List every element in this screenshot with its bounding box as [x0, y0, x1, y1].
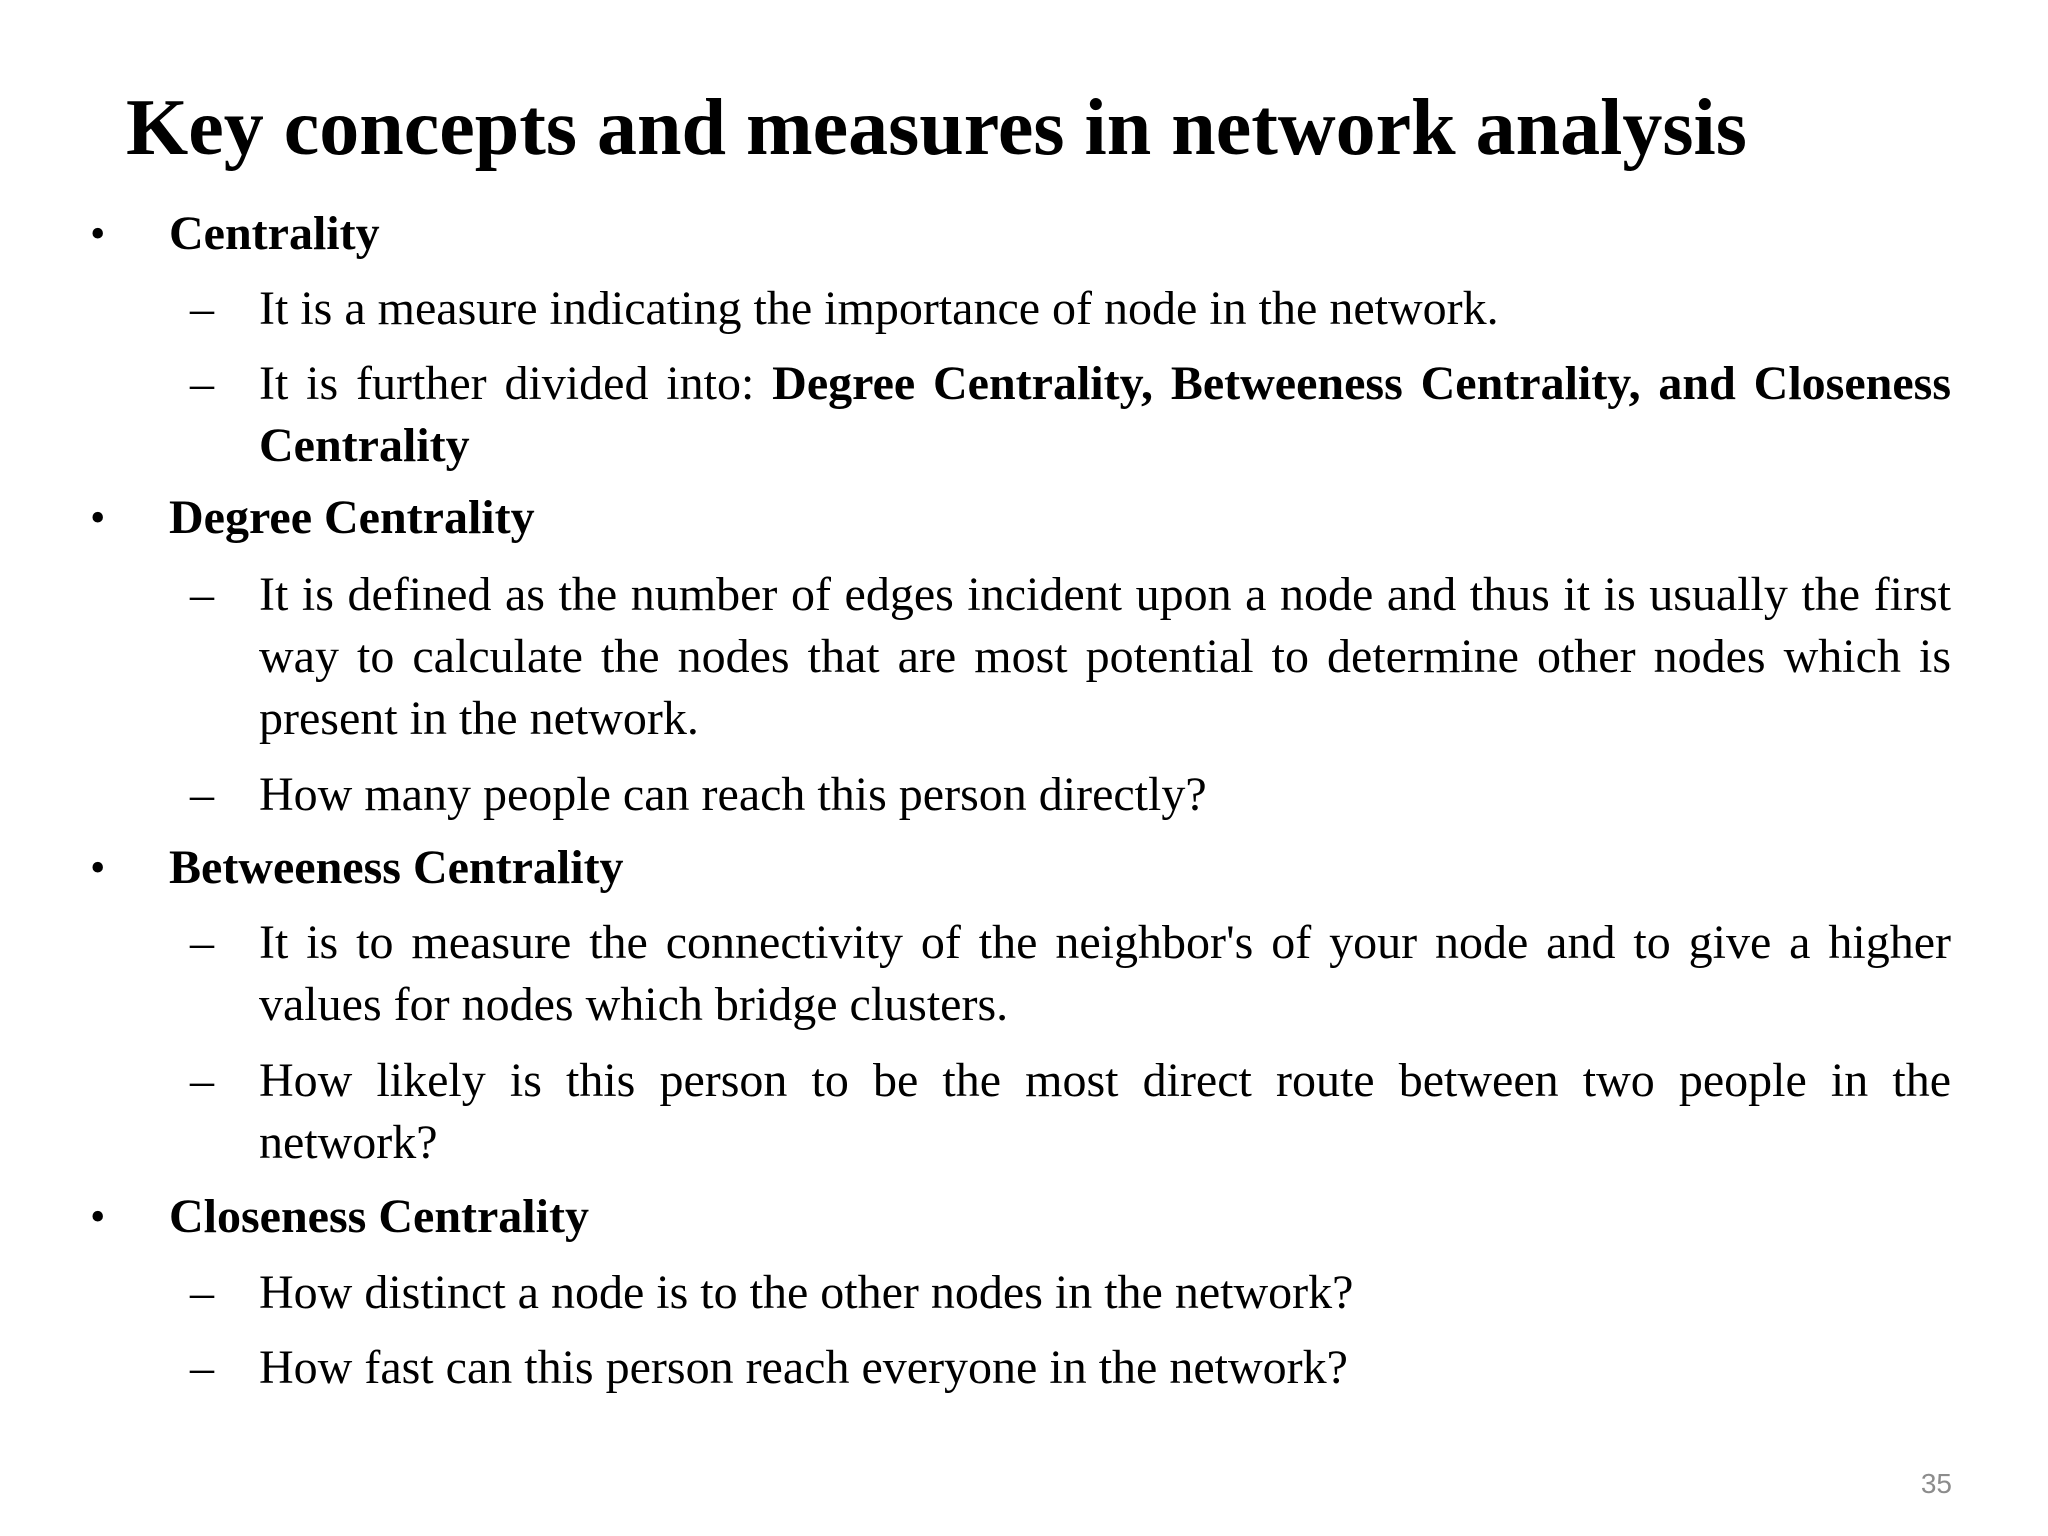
bullet-marker: • — [90, 1192, 106, 1241]
dash-marker: – — [190, 282, 214, 335]
section-heading-betweeness-centrality: Betweeness Centrality — [169, 841, 624, 894]
slide-title: Key concepts and measures in network analysis — [126, 84, 1747, 172]
closeness-centrality-question-2: How fast can this person reach everyone in the network? — [259, 1341, 1348, 1394]
bullet-marker: • — [90, 209, 106, 258]
section-heading-closeness-centrality: Closeness Centrality — [169, 1190, 589, 1243]
centrality-subtypes-list: Degree Centrality, Betweeness Centrality, and Closeness Centrality — [259, 357, 1951, 472]
closeness-centrality-question-1: How distinct a node is to the other nodes in the network? — [259, 1266, 1354, 1319]
centrality-subtypes — [259, 353, 1951, 477]
dash-marker: – — [190, 357, 214, 410]
betweeness-centrality-definition: It is to measure the connectivity of the neighbor's of your node and to give a higher values for nodes which bridge clusters. — [259, 916, 1951, 1031]
section-heading-degree-centrality: Degree Centrality — [169, 491, 535, 544]
degree-centrality-question: How many people can reach this person directly? — [259, 768, 1207, 821]
bullet-marker: • — [90, 493, 106, 542]
centrality-subtypes-intro: It is further divided into: — [259, 357, 773, 410]
dash-marker: – — [190, 1054, 214, 1107]
betweeness-centrality-question: How likely is this person to be the most direct route between two people in the network? — [259, 1054, 1951, 1169]
centrality-definition: It is a measure indicating the importance of node in the network. — [259, 282, 1499, 335]
dash-marker: – — [190, 1341, 214, 1394]
dash-marker: – — [190, 916, 214, 969]
dash-marker: – — [190, 568, 214, 621]
dash-marker: – — [190, 1266, 214, 1319]
bullet-marker: • — [90, 843, 106, 892]
page-number: 35 — [1920, 1468, 1952, 1499]
section-heading-centrality: Centrality — [169, 207, 380, 260]
degree-centrality-definition: It is defined as the number of edges incident upon a node and thus it is usually the first way to calculate the nodes that are most potential to determine other nodes which is present in the network. — [259, 568, 1951, 745]
dash-marker: – — [190, 768, 214, 821]
